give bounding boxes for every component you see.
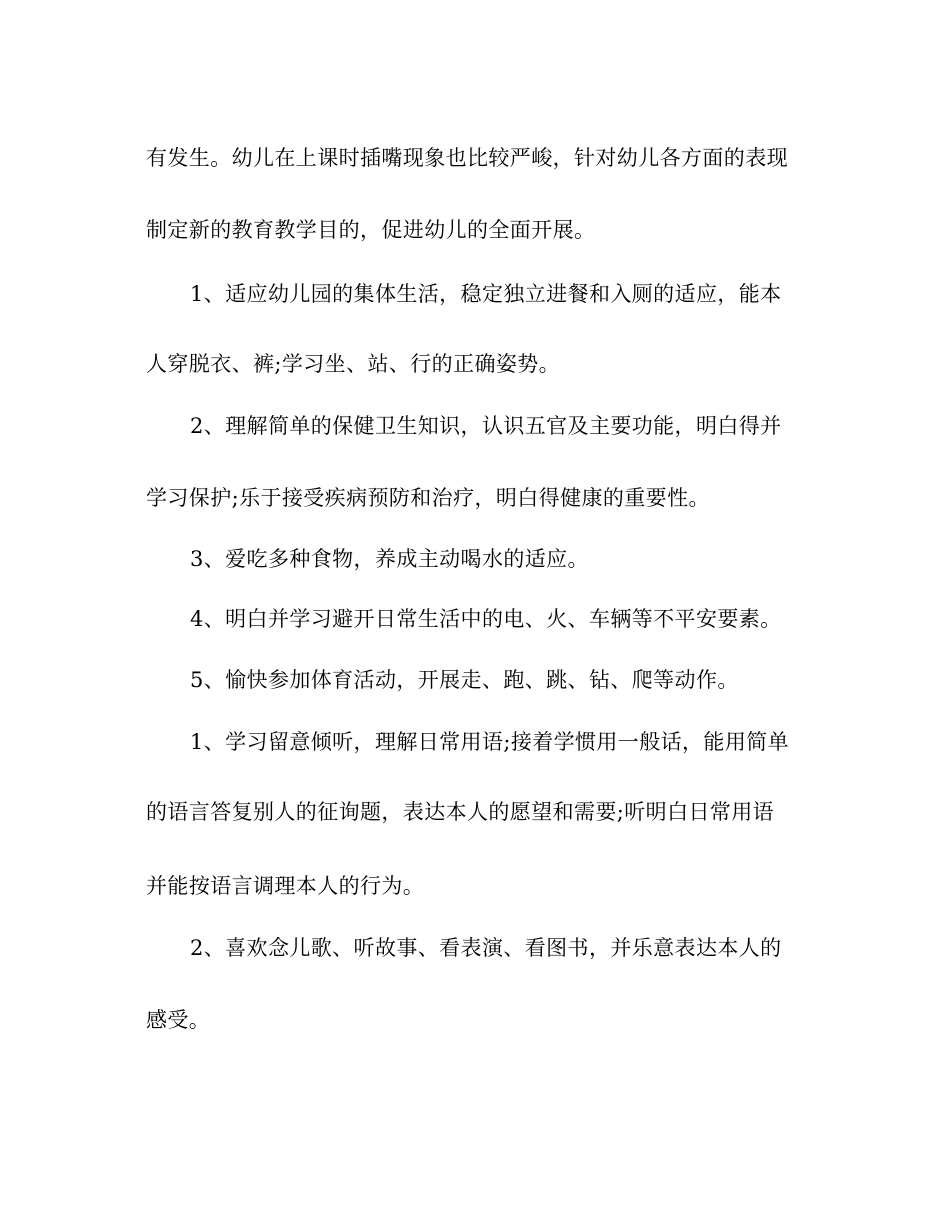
text-line: 人穿脱衣、裤;学习坐、站、行的正确姿势。 [146, 352, 561, 376]
text-line: 的语言答复别人的征询题，表达本人的愿望和需要;听明白日常用语 [146, 800, 775, 824]
list-item-text: 2、理解简单的保健卫生知识，认识五官及主要功能，明白得并 [190, 414, 782, 438]
list-item-text: 4、明白并学习避开日常生活中的电、火、车辆等不平安要素。 [190, 607, 782, 631]
list-item-text: 3、爱吃多种食物，养成主动喝水的适应。 [190, 547, 589, 571]
list-item-text: 1、学习留意倾听，理解日常用语;接着学惯用一般话，能用简单 [190, 730, 790, 754]
list-item-text: 2、喜欢念儿歌、听故事、看表演、看图书，并乐意表达本人的 [190, 936, 782, 960]
text-line: 感受。 [146, 1008, 211, 1032]
text-line: 制定新的教育教学目的，促进幼儿的全面开展。 [146, 218, 596, 242]
text-line: 有发生。幼儿在上课时插嘴现象也比较严峻，针对幼儿各方面的表现 [146, 146, 788, 170]
list-item-text: 5、愉快参加体育活动，开展走、跑、跳、钻、爬等动作。 [190, 668, 739, 692]
text-line: 学习保护;乐于接受疾病预防和治疗，明白得健康的重要性。 [146, 486, 710, 510]
text-line: 并能按语言调理本人的行为。 [146, 874, 425, 898]
list-item-text: 1、适应幼儿园的集体生活，稳定独立进餐和入厕的适应，能本 [190, 282, 782, 306]
